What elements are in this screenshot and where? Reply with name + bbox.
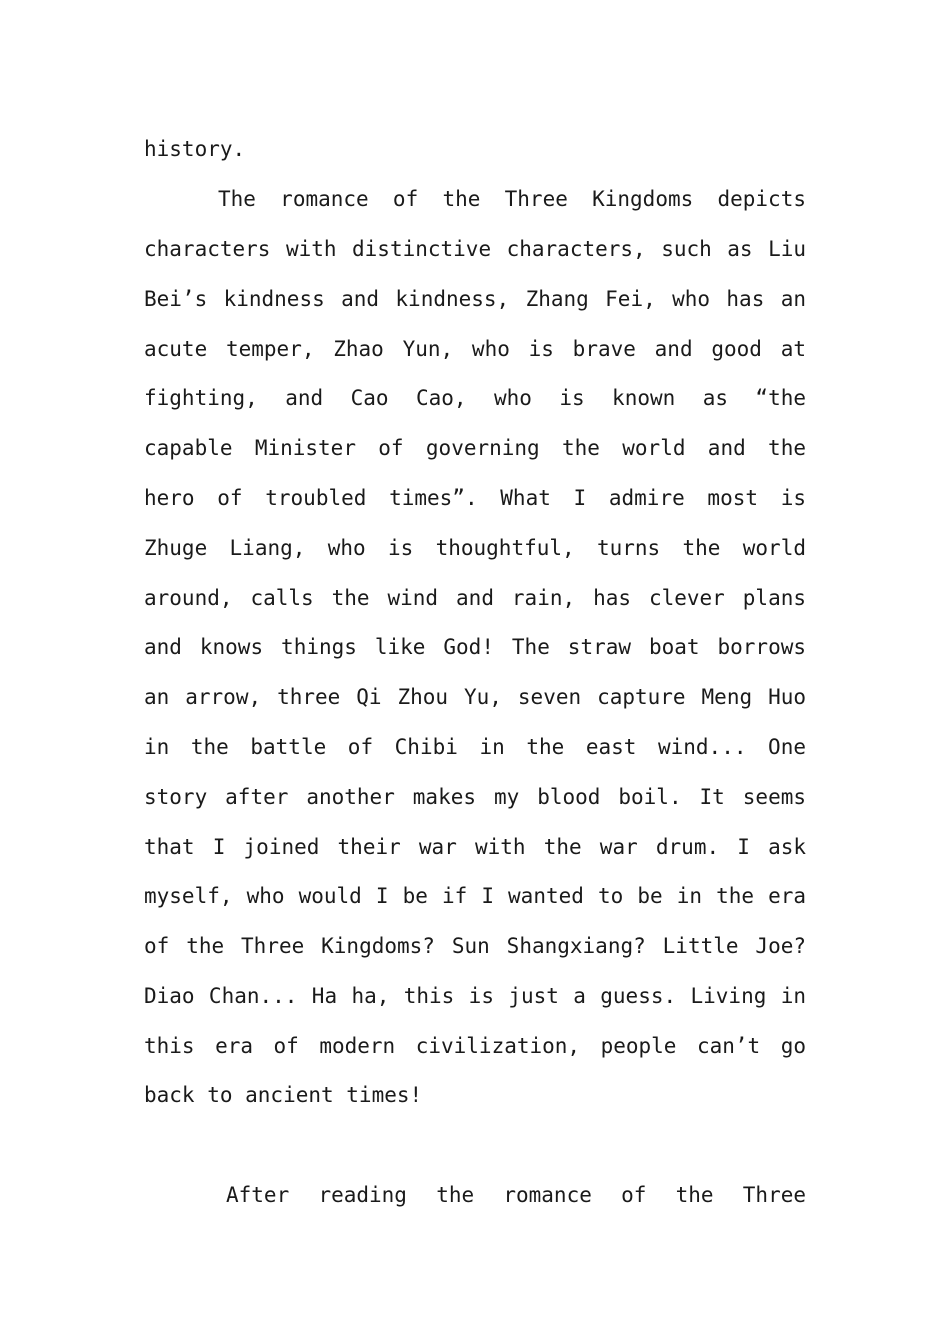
text-line: in the battle of Chibi in the east wind... One [144,735,806,759]
text-line: Bei’s kindness and kindness, Zhang Fei, who has an [144,287,806,311]
text-line: that I joined their war with the war drum. I ask [144,835,806,859]
text-line: Diao Chan... Ha ha, this is just a guess. Living in [144,984,806,1008]
text-line: myself, who would I be if I wanted to be in the era [144,884,806,908]
text-line: back to ancient times! [144,1083,423,1107]
text-line: history. [144,137,246,161]
text-line: hero of troubled times”. What I admire most is [144,486,806,510]
text-line: characters with distinctive characters, such as Liu [144,237,806,261]
text-line: fighting, and Cao Cao, who is known as “the [144,386,806,410]
text-line: Zhuge Liang, who is thoughtful, turns the world [144,536,806,560]
text-line: an arrow, three Qi Zhou Yu, seven capture Meng Huo [144,685,806,709]
text-line: story after another makes my blood boil. It seems [144,785,806,809]
text-line: capable Minister of governing the world and the [144,436,806,460]
text-line: of the Three Kingdoms? Sun Shangxiang? Little Joe? [144,934,806,958]
paragraph-start-line: The romance of the Three Kingdoms depicts [218,187,806,211]
text-line: this era of modern civilization, people can’t go [144,1034,806,1058]
text-line: and knows things like God! The straw boat borrows [144,635,806,659]
text-line: acute temper, Zhao Yun, who is brave and good at [144,337,806,361]
text-line: around, calls the wind and rain, has clever plans [144,586,806,610]
paragraph-start-line: After reading the romance of the Three [226,1183,806,1207]
